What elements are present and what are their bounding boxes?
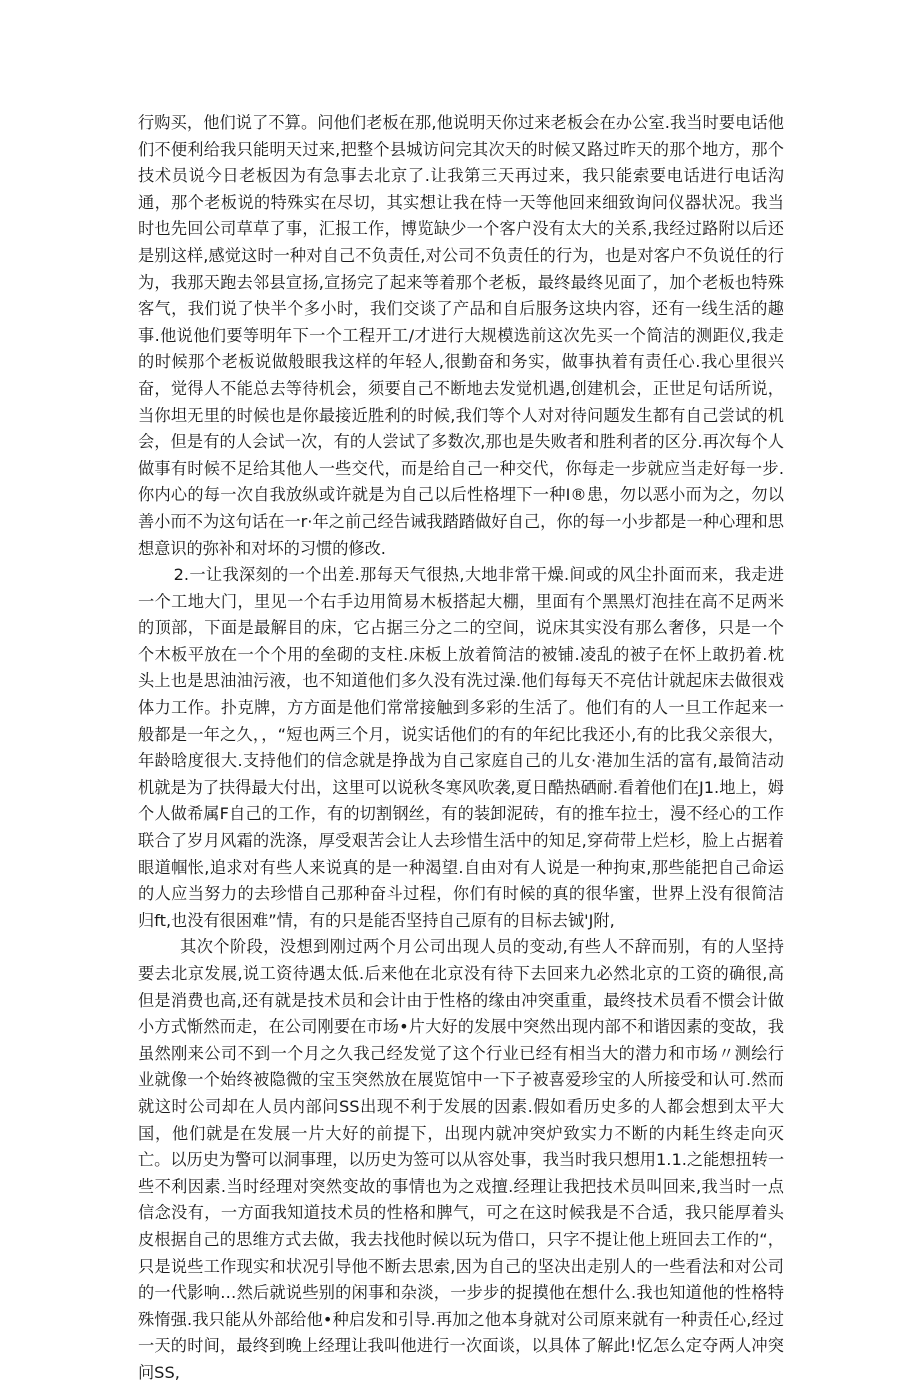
paragraph-1: 行购买，他们说了不算。问他们老板在那,他说明天你过来老板会在办公室.我当时要电话他们不便利给我只能明天过来,把整个县城访问完其次天的时候又路过昨天的那个地方，那个技术员说今日老板因为有急事去北京了.让我第三天再过来，我只能索要电话进行电话沟通，那个老板说的特殊实在尽切，其实想让我在恃一天等他回来细致询问仪器状况。我当时也先回公司草草了事，汇报工作，博览缺少一个客户没有太大的关系,我经过路附以后还是别这样,感觉这时一种对自己不负责任,对公司不负责任的行为，也是对客户不负说任的行为，我那天跑去邻县宣扬,宣扬完了起来等着那个老板，最终最终见面了，加个老板也特殊客气，我们说了快半个多小时，我们交谈了产品和自后服务这块内容，还有一线生活的趣事.他说他们要等明年下一个工程开工/才进行大规模选前这次先买一个简洁的测距仪,我走的时候那个老板说做般眼我这样的年轻人,很勤奋和务实，做事执着有责任心.我心里很兴奋，觉得人不能总去等待机会，须要自己不断地去发觉机遇,创建机会，正世足句话所说，当你坦无里的时候也是你最接近胜利的时候,我们等个人对对待问题发生都有自己尝试的机会，但是有的人会试一次，有的人尝试了多数次,那也是失败者和胜利者的区分.再次每个人做事有时候不足给其他人一些交代，而是给自己一种交代，你每走一步就应当走好每一步.你内心的每一次自我放纵或许就是为自己以后性格埋下一种I®患，勿以恶小而为之，勿以善小而不为这句话在一r·年之前己经告诫我踏踏做好自己，你的每一小步都是一种心理和思想意识的弥补和对坏的习惯的修改. — [138, 113, 784, 558]
paragraph-3: 其次个阶段，没想到刚过两个月公司出现人员的变动,有些人不辞而别，有的人坚持要去北京发展,说工资待遇太低.后来他在北京没有待下去回来九必然北京的工资的确很,高但是消费也高,还有就是技术员和会计由于性格的缘由冲突重重，最终技术员看不惯会计做小方式惭然而走，在公司刚要在市场•片大好的发展中突然出现内部不和谐因素的变故，我虽然刚来公司不到一个月之久我己经发觉了这个行业已经有相当大的潜力和市场〃测绘行业就像一个始终被隐微的宝玉突然放在展览馆中一下子被喜爱珍宝的人所接受和认可.然而就这时公司却在人员内部问SS出现不利于发展的因素.假如看历史多的人都会想到太平大国，他们就是在发展一片大好的前提下，出现内就冲突炉致实力不断的内耗生终走向灭亡。以历史为警可以洞事理，以历史为签可以从容处事，我当时我只想用1.1.之能想扭转一些不利因素.当时经理对突然变故的事情也为之戏擅.经理让我把技术员叫回来,我当时一点信念没有，一方面我知道技术员的性格和脾气，可之在这时候我是不合适，我只能厚着头皮根据自己的思维方式去做，我去找他时候以玩为借口，只字不提让他上班回去工作的“，只是说些工作现实和状况引导他不断去思索,因为自己的坚决出走别人的一些看法和对公司的一代影响…然后就说些别的闲事和杂淡，一步步的捉摸他在想什么.我也知道他的性格特殊惰强.我只能从外部给他•种启发和引导.再加之他本身就对公司原来就有一种责任心,经过一天的时间，最终到晚上经理让我叫他进行一次面谈，以具体了解此!忆怎么定夺两人冲突问SS, — [138, 937, 785, 1382]
document-body — [138, 110, 784, 1387]
paragraph-2: 2.一让我深刻的一个出差.那每天气很热,大地非常干燥.间或的风尘扑面而来，我走进一个工地大门，里见一个右手边用简易木板搭起大棚，里面有个黑黑灯泡挂在高不足两米的顶部，下面是最解目的床，它占据三分之二的空间，说床其实没有那么奢侈，只是一个个木板平放在一个个用的垒砌的支柱.床板上放着简洁的被铺.凌乱的被子在怀上敢扔着.枕头上也是思油油污液，也不知道他们多久没有洗过澡.他们每每天不亮估计就起床去做很戏体力工作。扑克牌，方方面是他们常常接触到多彩的生活了。他们有的人一旦工作起来一般都是一年之久，，“短也两三个月，说实话他们的有的年纪比我还小,有的比我父亲很大，年龄晗度很大.支持他们的信念就是挣战为自己家庭自己的儿女·港加生活的富有,最简洁动机就是为了扶得最大付出，这里可以说秋冬寒风吹袭,夏日酷热硒耐.看着他们在J1.地上，姆个人做希属F自己的工作，有的切割钢丝，有的装卸泥砖，有的推车拉士，漫不经心的工作联合了岁月风霜的洗涤，厚受艰苦会让人去珍惜生活中的知足,穿荷带上烂杉，脸上占据着眼道帼怅,追求对有些人来说真的是一种渴望.自由对有人说是一种拘束,那些能把自己命运的人应当努力的去珍惜自己那种奋斗过程，你们有时候的真的很华蜜，世界上没有很简洁归ft,也没有很困难”情，有的只是能否坚持自己原有的目标去铖'J附, — [138, 565, 784, 930]
